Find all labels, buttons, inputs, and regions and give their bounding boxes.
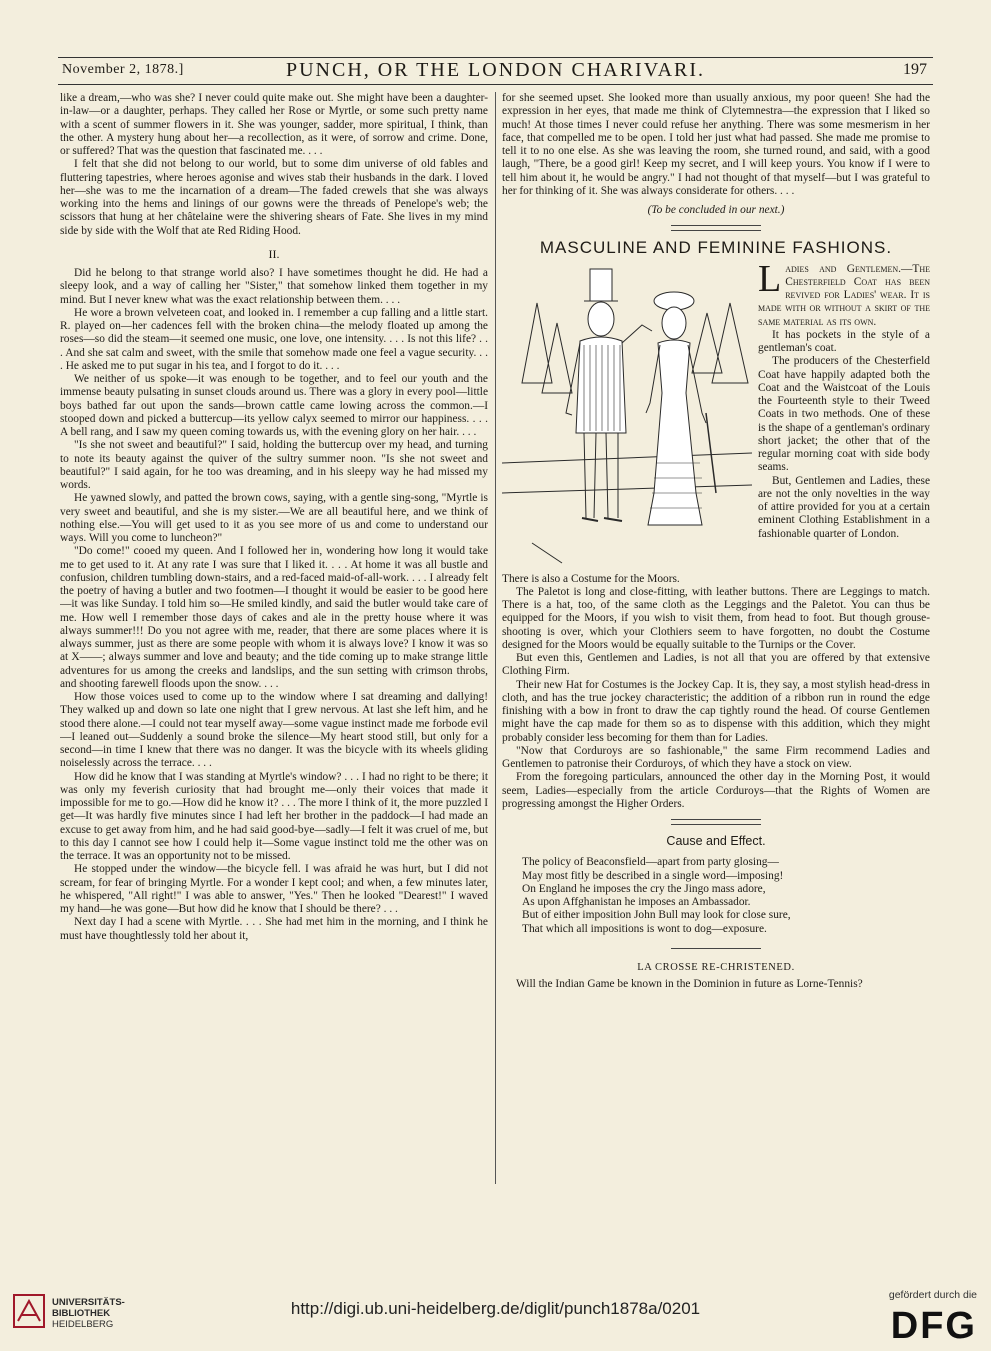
- paragraph: We neither of us spoke—it was enough to be together, and to feel our youth and the immense beauty pulsating in sunset clouds around us. There was a glory in every pool—little boys bathed far out upon the sands—brown cattle came lowing across the common.—I stooped down and picked a buttercup—its yellow calyx seemed to mirror our happiness. . . . A bell rang, and I saw my queen coming towards us, with the evening glory on her hair. . . .: [60, 373, 488, 438]
- paragraph: The Paletot is long and close-fitting, with leather buttons. There are Leggings to match. There is a hat, too, of the same cloth as the Leggings and the Paletot. You can thus be equipped for the Moors, if you wish to visit them, from head to foot. But though grouse-shooting is over, which your Clothiers seem to have forgotten, no doubt the Costume designed for the Moors would be equally suitable to the Turnips or the Cover.: [502, 585, 930, 651]
- paragraph: The producers of the Chesterfield Coat have happily adapted both the Coat and the Waistcoat of the Louis the Fourteenth style to their Tweed Coats in two methods. One of these is the shape of a gentleman's ordinary short jacket; the other that of the regular morning coat with side body seams.: [758, 355, 930, 474]
- paragraph: How those voices used to come up to the window where I sat dreaming and dallying! They walked up and down so late one night that I grew nervous. At last she left him, and he stood there alone.—I could not tear myself away—some vague instinct made me forbode evil—I leaned out—Suddenly a sound broke the silence—My heart stood still, but only for a second—in time I knew that there was no danger. It was the bicycle with its wheels gliding noiselessly across the terrace. . . .: [60, 691, 488, 770]
- poem-line: The policy of Beaconsfield—apart from party glosing—: [522, 856, 779, 869]
- section-numeral: II.: [268, 246, 280, 261]
- poem-line: As upon Affghanistan he imposes an Ambassador.: [522, 896, 751, 908]
- poem-heading: Cause and Effect.: [666, 834, 766, 848]
- lacrosse-heading: LA CROSSE RE-CHRISTENED.: [637, 961, 795, 973]
- paragraph: Did he belong to that strange world also? I have sometimes thought he did. He had a sleepy look, and a way of calling her "Sister," that somehow linked them together in my mind. But I never knew what was the exact relationship between them. . . .: [60, 267, 488, 306]
- poem: [522, 856, 930, 936]
- left-column: [60, 92, 488, 1184]
- poem-line: On England he imposes the cry the Jingo mass adore,: [522, 882, 766, 895]
- paragraph: like a dream,—who was she? I never could quite make out. She might have been a daughter-in-law—or a daughter, perhaps. They called her Rose or Myrtle, or some such pretty name with a scent of summer flowers in it. She was younger, sadder, more spiritual, I think, than the other. A mystery hung about her—a recollection, as it were, of sorrow and crime. Done, or suffered? That was the question that fascinated me. . . .: [60, 92, 488, 157]
- section-rule: [671, 225, 761, 231]
- paragraph: Will the Indian Game be known in the Dominion in future as Lorne-Tennis?: [516, 978, 863, 990]
- fashion-text: [758, 257, 930, 541]
- paragraph: He yawned slowly, and patted the brown cows, saying, with a gentle sing-song, "Myrtle is very sweet and beautiful, and she is my sister.—We are all beautiful here, and we think of nothing else.—You will get used to it as you see more of us and come to understand our ways. Will you come to luncheon?": [60, 492, 488, 544]
- footer-bar: [0, 1285, 991, 1351]
- paragraph: for she seemed upset. She looked more than usually anxious, my poor queen! She had the expression in her eyes, that made me think of Clytemnestra—the expression that I liked so much! At those times I never could refuse her anything. There was some mesmerism in her face, that compelled me to be open. I told her just what had passed. She made me promise to tell it to no one else. As she was leaving the room, she turned round, and said, with a good laugh, "There, be a good girl! Keep my secret, and I will keep yours. You know if I were to tell him about it, he would be angry." I had not thought of that myself—but I was grateful to her for thinking of it. She was always considerate for others. . . .: [502, 92, 930, 197]
- right-column: [502, 92, 930, 1184]
- paragraph: "Is she not sweet and beautiful?" I said, holding the buttercup over my head, and turning to note its beauty against the quiver of the sultry summer noon. "Is she not sweet and beautiful?" I said again, for he too was dreaming, and in his sleepy way he had missed my words.: [60, 439, 488, 491]
- paragraph: He stopped under the window—the bicycle fell. I was afraid he was hurt, but I did not scream, for fear of bringing Myrtle. For a wonder I kept cool; and when, a few minutes later, he whispered, "All right!" I was able to answer, "Yes." Then he looked "Dearest!" I waved my hand—he was gone—But how did he know that I should be there? . . .: [60, 863, 488, 915]
- funding-note: gefördert durch die: [888, 1289, 977, 1301]
- drop-cap: L: [758, 257, 782, 300]
- paragraph: Next day I had a scene with Myrtle. . . . She had met him in the morning, and I think he must have thoughtlessly told her about it,: [60, 916, 488, 942]
- column-divider: [495, 92, 496, 1184]
- fashion-illustration: [502, 263, 752, 573]
- paragraph: From the foregoing particulars, announced the other day in the Morning Post, it would seem, Ladies—especially from the article Corduroys—that the Rights of Women are progressing amongst the Higher Orders.: [502, 771, 930, 810]
- issue-date: November 2, 1878.]: [62, 62, 184, 77]
- library-line: HEIDELBERG: [52, 1319, 114, 1330]
- poem-line: May most fitly be described in a single word—imposing!: [522, 869, 784, 882]
- page-header: [58, 57, 933, 85]
- paragraph: But, Gentlemen and Ladies, these are not the only novelties in the way of attire provided for you at a certain eminent Clothing Establishment in a fashionable quarter of London.: [758, 474, 930, 540]
- library-line: UNIVERSITÄTS-: [52, 1297, 125, 1308]
- paragraph: "Do come!" cooed my queen. And I followed her in, wondering how long it would take me to get used to it. At any rate I was sure that I liked it. . . . At home it was all bustle and confusion, children tumbling down-stairs, and a red-faced maid-of-all-work. . . . I already felt the poetry of having a butler and two footmen—I thought it would be easier to be good here—it was like Sunday. I told him so—He smiled kindly, and said the butler would take care of me. How well I remember those days of cakes and ale in the pretty house where it was always summer!!! Do you not agree with me, reader, that there are some places where it is always summer, just as there are some people with whom it is always love? I know it was so at X——; always summer and love and beauty; and the tide coming up to make strange little adventures for us among the creeks and landslips, and the sun setting with crimson throbs, and shooting farewell floods upon the snow. . . .: [60, 545, 488, 690]
- poem-line: But of either imposition John Bull may look for close sure,: [522, 909, 791, 922]
- paragraph: [758, 257, 930, 329]
- paragraph: I felt that she did not belong to our world, but to some dim universe of old fables and fluttering tapestries, where heroes agonise and wives stab their husbands in the dark. I loved her—she was to me the incarnation of a dream—The faded crewels that she was always working into the hems and linings of our gowns were the threads of Penelope's web; the scissors that hung at her châtelaine were the shivering shears of Fate. She lives in my mind side by side with the Wolf that ate Red Riding Hood.: [60, 158, 488, 237]
- section-rule: [671, 948, 761, 949]
- fashion-heading: MASCULINE AND FEMININE FASHIONS.: [539, 238, 893, 258]
- paragraph: But even this, Gentlemen and Ladies, is not all that you are offered by that extensive Clothing Firm.: [502, 652, 930, 678]
- continued-note: (To be concluded in our next.): [647, 204, 785, 216]
- library-line: BIBLIOTHEK: [52, 1308, 111, 1319]
- masthead-title: PUNCH, OR THE LONDON CHARIVARI.: [285, 59, 706, 81]
- paragraph: "Now that Corduroys are so fashionable," the same Firm recommend Ladies and Gentlemen to patronise their Corduroys, of which they have a stock on view.: [502, 744, 930, 770]
- section-rule: [671, 819, 761, 825]
- paragraph: Their new Hat for Costumes is the Jockey Cap. It is, they say, a most stylish head-dress in cloth, and has the true jockey characteristic; the addition of a ribbon run in round the edge finishing with a bow in front to draw the cap tightly round the head. Of course Gentlemen might have the cap made for them so as to dispense with this addition, which they might probably consider less becoming for them than for Ladies.: [502, 678, 930, 744]
- paragraph: There is also a Costume for the Moors.: [502, 572, 680, 585]
- fashion-article: [502, 257, 930, 573]
- paragraph: He wore a brown velveteen coat, and looked in. I remember a cup falling and a little start. R. played on—her cadences fell with the broken china—the melody floated up among the roses—so did the steam—it seemed one music, one love, one intensity. . . . Is not this life? . . . And she sat calm and sweet, with the smile that somehow made one feel a vague security. . . . He asked me to put sugar in his tea, and I forgot to do it. . . .: [60, 306, 488, 372]
- dfg-logo: DFG: [890, 1305, 977, 1347]
- paragraph: It has pockets in the style of a gentleman's coat.: [758, 328, 930, 354]
- poem-line: That which all impositions is wont to dog—exposure.: [522, 922, 767, 935]
- paragraph: How did he know that I was standing at Myrtle's window? . . . I had no right to be there; it was only my feverish curiosity that had brought me—only their voices that made it impossible for me to go.—How did he know it? . . . The more I think of it, the more puzzled I get—It was hardly five minutes since I had left her brother in the paddock—I had made an excuse to get away from him, and he had said good-bye—sadly—I felt it was cruel of me, but to this day I cannot see how I could help it—Some vague instinct told me the other was on the terrace. It was an opportunity not to be missed.: [60, 770, 488, 862]
- source-url[interactable]: http://digi.ub.uni-heidelberg.de/diglit/punch1878a/0201: [290, 1299, 701, 1318]
- page-number: 197: [903, 61, 927, 78]
- paragraph-text: adies and Gentlemen.—The Chesterfield Coat has been revived for Ladies' wear. It is made with or without a skirt of the same material as its own.: [758, 262, 930, 328]
